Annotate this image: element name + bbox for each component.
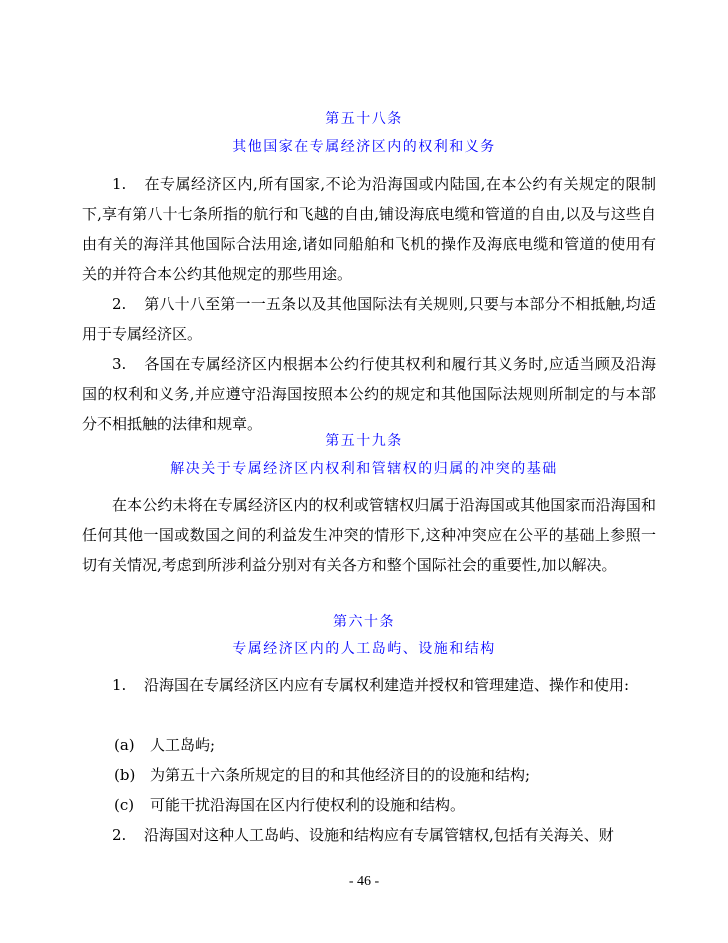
paragraph-number: 2. [112, 826, 127, 844]
paragraph-number: 2. [112, 295, 127, 313]
article-59-title: 解决关于专属经济区内权利和管辖权的归属的冲突的基础 [170, 461, 558, 477]
article-59-number: 第五十九条 [325, 433, 403, 449]
list-item [114, 790, 656, 820]
paragraph-number: 1. [112, 175, 127, 193]
list-item-text: 可能干扰沿海国在区内行使权利的设施和结构。 [150, 796, 466, 814]
paragraph-text: 在本公约未将在专属经济区内的权利或管辖权归属于沿海国或其他国家而沿海国和任何其他一国或数国之间的利益发生冲突的情形下,这种冲突应在公平的基础上参照一切有关情况,考虑到所涉利益分别对有关各方和整个国际社会的重要性,加以解决。 [82, 496, 656, 574]
article-59-paragraph-1 [82, 490, 656, 580]
list-item [114, 760, 656, 790]
list-item [114, 730, 656, 760]
list-item-label: (c) [114, 796, 135, 814]
paragraph-number: 3. [112, 355, 127, 373]
article-58-paragraph-1 [82, 169, 656, 289]
article-60-number: 第六十条 [333, 614, 395, 630]
article-60-title: 专属经济区内的人工岛屿、设施和结构 [232, 641, 496, 657]
list-item-label: (a) [114, 736, 135, 754]
paragraph-text: 第八十八至第一一五条以及其他国际法有关规则,只要与本部分不相抵触,均适用于专属经济区。 [82, 295, 656, 343]
paragraph-number: 1. [112, 676, 127, 694]
list-item-text: 人工岛屿; [150, 736, 216, 754]
paragraph-text: 在专属经济区内,所有国家,不论为沿海国或内陆国,在本公约有关规定的限制下,享有第八十七条所指的航行和飞越的自由,铺设海底电缆和管道的自由,以及与这些自由有关的海洋其他国际合法用途,诸如同船舶和飞机的操作及海底电缆和管道的使用有关的并符合本公约其他规定的那些用途。 [82, 175, 656, 283]
list-item-text: 为第五十六条所规定的目的和其他经济目的的设施和结构; [150, 766, 531, 784]
article-58-paragraph-3 [82, 349, 656, 439]
article-58-paragraph-2 [82, 289, 656, 349]
page-number: - 46 - [348, 874, 380, 889]
list-item-label: (b) [114, 766, 136, 784]
article-60-paragraph-2 [82, 820, 656, 850]
paragraph-text: 各国在专属经济区内根据本公约行使其权利和履行其义务时,应适当顾及沿海国的权利和义务,并应遵守沿海国按照本公约的规定和其他国际法规则所制定的与本部分不相抵触的法律和规章。 [82, 355, 656, 433]
paragraph-text: 沿海国在专属经济区内应有专属权利建造并授权和管理建造、操作和使用: [144, 676, 630, 694]
article-58-number: 第五十八条 [325, 111, 403, 127]
article-58-title: 其他国家在专属经济区内的权利和义务 [232, 139, 496, 155]
article-60-paragraph-1 [82, 670, 656, 700]
paragraph-text: 沿海国对这种人工岛屿、设施和结构应有专属管辖权,包括有关海关、财 [144, 826, 614, 844]
